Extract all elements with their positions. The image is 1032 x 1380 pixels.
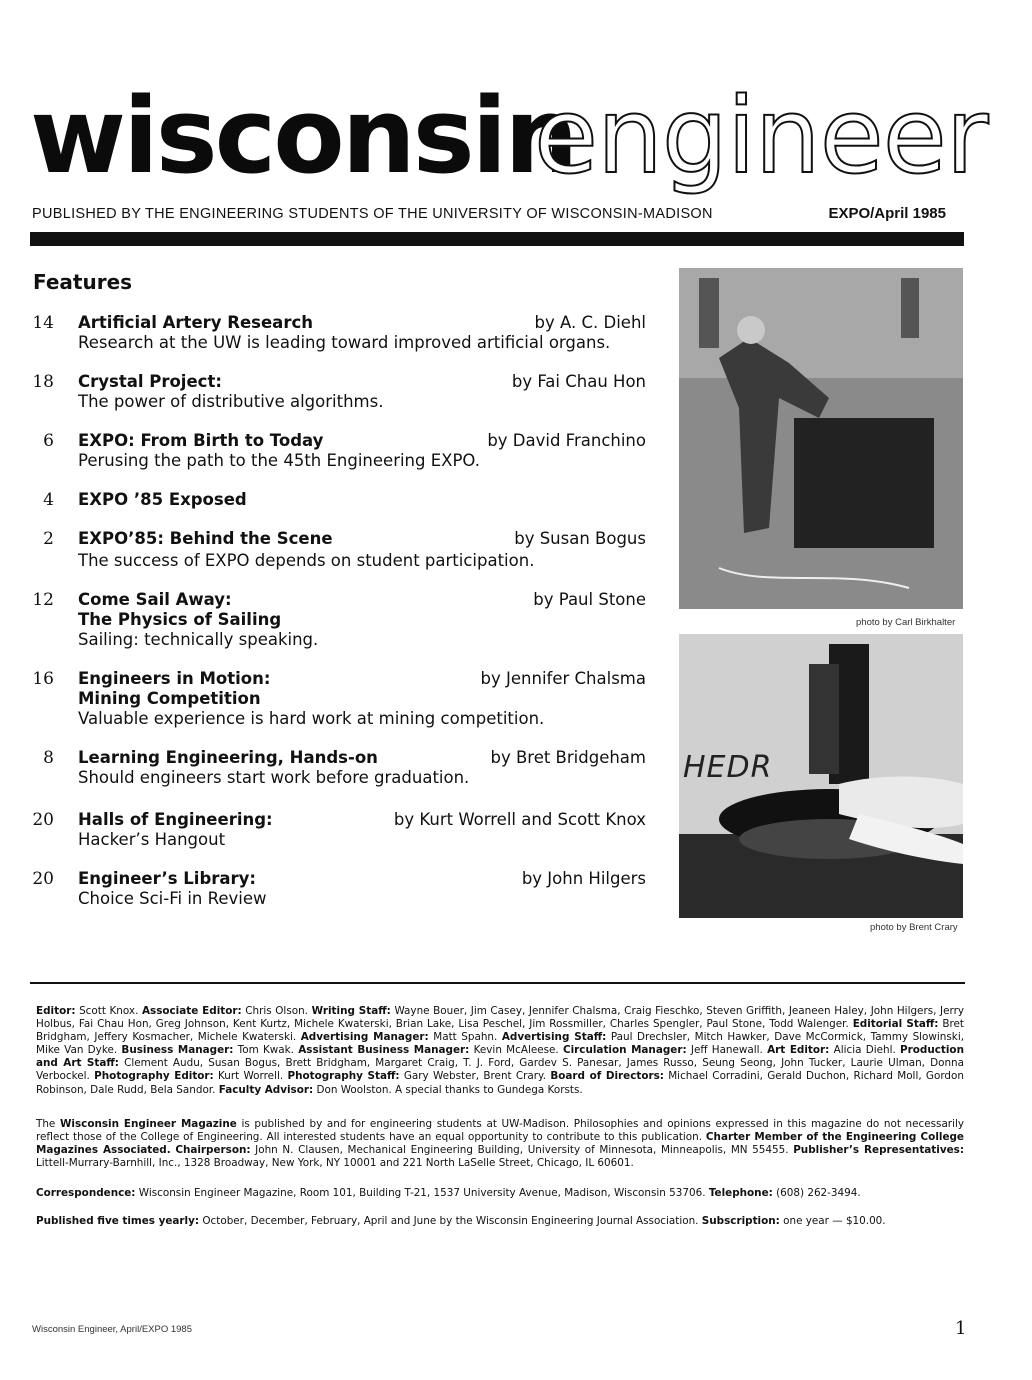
magazine-name: Wisconsin Engineer Magazine xyxy=(59,1118,237,1130)
masthead-word-engineer: engineer xyxy=(534,75,988,197)
feature-description: The power of distributive algorithms. xyxy=(78,392,384,411)
staff-role: Photography Staff: xyxy=(287,1070,400,1083)
feature-page-number: 18 xyxy=(32,372,54,392)
photo-credit: photo by Carl Birkhalter xyxy=(856,617,956,628)
feature-page-number: 2 xyxy=(43,529,54,549)
feature-author: by Paul Stone xyxy=(533,590,646,609)
subscription-price: one year — $10.00. xyxy=(783,1215,886,1227)
feature-title: EXPO ’85 Exposed xyxy=(78,490,247,509)
chairperson-text: John N. Clausen, Mechanical Engineering Building, University of Minnesota, Minneapolis, MN 55455. xyxy=(255,1144,789,1157)
representatives-label: Publisher’s Representatives: xyxy=(793,1144,964,1157)
staff-role: Advertising Staff: xyxy=(501,1031,607,1044)
features-heading: Features xyxy=(33,270,133,294)
feature-author: by Jennifer Chalsma xyxy=(480,669,646,688)
masthead-word-wisconsin: wisconsin xyxy=(30,75,576,197)
feature-author: by John Hilgers xyxy=(521,869,646,888)
charter-member: Charter Member of the Engineering College Magazines Associated. xyxy=(36,1131,964,1157)
feature-description: Perusing the path to the 45th Engineering EXPO. xyxy=(78,451,480,470)
photo-expo-student-art xyxy=(679,268,963,609)
staff-role: Editor: xyxy=(36,1005,76,1017)
masthead-logo xyxy=(30,75,988,197)
feature-author: by Kurt Worrell and Scott Knox xyxy=(393,810,646,829)
staff-names: Gary Webster, Brent Crary. xyxy=(403,1070,547,1083)
staff-role: Associate Editor: xyxy=(141,1005,242,1017)
about-paragraph xyxy=(36,1118,964,1170)
correspondence-address: Wisconsin Engineer Magazine, Room 101, Building T-21, 1537 University Avenue, Madison, Wisconsin 53706. xyxy=(138,1187,706,1199)
feature-author: by Bret Bridgeham xyxy=(490,748,646,767)
masthead-info-divider xyxy=(30,982,965,984)
chairperson-label: Chairperson: xyxy=(175,1144,251,1157)
feature-author: by A. C. Diehl xyxy=(534,313,646,332)
staff-names: Matt Spahn. xyxy=(433,1031,498,1044)
feature-page-number: 16 xyxy=(32,669,54,689)
photo-credit: photo by Brent Crary xyxy=(870,922,958,933)
staff-role: Board of Directors: xyxy=(550,1070,664,1083)
feature-page-number: 12 xyxy=(32,590,54,610)
staff-names: Michael Corradini, Gerald Duchon, Richard Moll, Gordon Robinson, Dale Rudd, Bela Sandor. xyxy=(36,1070,964,1096)
feature-page-number: 20 xyxy=(32,810,54,830)
feature-description: Should engineers start work before graduation. xyxy=(78,768,470,787)
feature-author: by David Franchino xyxy=(487,431,646,450)
feature-description: The success of EXPO depends on student participation. xyxy=(78,551,535,570)
feature-title: Engineers in Motion: xyxy=(78,669,271,688)
staff-names: Tom Kwak. xyxy=(237,1044,294,1057)
staff-role: Circulation Manager: xyxy=(563,1044,687,1057)
staff-names: Alicia Diehl. xyxy=(833,1044,896,1057)
staff-names: Clement Audu, Susan Bogus, Brett Bridgham, Margaret Craig, T. J. Ford, Gardev S. Panesar, James Russo, Seung Seong, John Tucker, Laurie Ulman, Donna Verbockel. xyxy=(36,1057,964,1083)
publisher-line: PUBLISHED BY THE ENGINEERING STUDENTS OF THE UNIVERSITY OF WISCONSIN-MADISON xyxy=(32,206,713,222)
staff-role: Business Manager: xyxy=(121,1044,234,1057)
about-text: is published by and for engineering students at UW-Madison. Philosophies and opinions expressed in this magazine do not necessarily reflect those of the College of Engineering. All interested students have an equal opportunity to contribute to this publication. xyxy=(36,1118,965,1144)
photo-expo-student xyxy=(679,268,963,609)
running-footer: Wisconsin Engineer, April/EXPO 1985 xyxy=(32,1324,193,1335)
feature-description: Valuable experience is hard work at mining competition. xyxy=(78,709,545,728)
feature-title: Learning Engineering, Hands-on xyxy=(78,748,378,767)
feature-description: Research at the UW is leading toward improved artificial organs. xyxy=(78,333,611,352)
feature-title: Halls of Engineering: xyxy=(78,810,273,829)
feature-title: Come Sail Away: xyxy=(78,590,232,609)
staff-names: Wayne Bouer, Jim Casey, Jennifer Chalsma, Craig Fieschko, Steven Griffith, Jeaneen Haley, John Hilgers, Jerry Holbus, Fai Chau Hon, Greg Johnson, Kent Kurtz, Michele Kwaterski, Brian Lake, Lisa Peschel, Jim Rossmiller, Charles Spengler, Paul Stone, Todd Walenger. xyxy=(36,1005,964,1031)
feature-title: Crystal Project: xyxy=(78,372,222,391)
photo-equipment xyxy=(679,634,963,918)
correspondence-line xyxy=(36,1187,964,1200)
staff-names: Kevin McAleese. xyxy=(473,1044,559,1057)
photo-equipment-label: HEDR xyxy=(683,750,773,785)
telephone-number: (608) 262-3494. xyxy=(776,1187,861,1199)
staff-role: Faculty Advisor: xyxy=(218,1083,314,1096)
representatives-text: Littell-Murrary-Barnhill, Inc., 1328 Broadway, New York, NY 10001 and 221 North LaSelle Street, Chicago, IL 60601. xyxy=(36,1157,634,1170)
feature-page-number: 4 xyxy=(43,490,54,510)
staff-names: Scott Knox. xyxy=(79,1005,139,1017)
staff-names: Don Woolston. A special thanks to Gundega Korsts. xyxy=(316,1083,583,1096)
published-text: October, December, February, April and June by the Wisconsin Engineering Journal Association. xyxy=(202,1215,699,1227)
issue-date: EXPO/April 1985 xyxy=(828,205,946,222)
staff-names: Chris Olson. xyxy=(245,1005,308,1017)
published-label: Published five times yearly: xyxy=(36,1215,200,1227)
feature-description: Sailing: technically speaking. xyxy=(78,630,319,649)
staff-role: Art Editor: xyxy=(767,1044,830,1057)
staff-role: Assistant Business Manager: xyxy=(298,1044,470,1057)
feature-page-number: 14 xyxy=(32,313,54,333)
staff-names: Bret Bridgham, Jeffery Kosmacher, Michele Kwaterski. xyxy=(36,1018,964,1044)
staff-role: Writing Staff: xyxy=(311,1005,391,1017)
feature-page-number: 6 xyxy=(43,431,54,451)
feature-title: Engineer’s Library: xyxy=(78,869,257,888)
staff-role: Advertising Manager: xyxy=(300,1031,429,1044)
feature-description: Choice Sci-Fi in Review xyxy=(78,889,267,908)
feature-subtitle: The Physics of Sailing xyxy=(78,610,282,629)
correspondence-label: Correspondence: xyxy=(36,1187,136,1199)
staff-names: Paul Drechsler, Mitch Hawker, Dave McCormick, Tammy Slowinski, Mike Van Dyke. xyxy=(36,1031,965,1057)
feature-author: by Susan Bogus xyxy=(514,529,646,548)
header-divider xyxy=(30,232,964,246)
staff-names: Jeff Hanewall. xyxy=(690,1044,763,1057)
staff-role: Photography Editor: xyxy=(94,1070,214,1083)
publication-schedule xyxy=(36,1215,964,1228)
feature-page-number: 8 xyxy=(43,748,54,768)
staff-listing xyxy=(36,1005,964,1097)
feature-page-number: 20 xyxy=(32,869,54,889)
staff-role: Production and Art Staff: xyxy=(36,1044,964,1070)
feature-title: Artificial Artery Research xyxy=(78,313,313,332)
feature-title: EXPO: From Birth to Today xyxy=(78,431,324,450)
page-number: 1 xyxy=(955,1318,967,1339)
subscription-label: Subscription: xyxy=(701,1215,780,1227)
feature-subtitle: Mining Competition xyxy=(78,689,261,708)
feature-author: by Fai Chau Hon xyxy=(511,372,646,391)
about-text: The xyxy=(36,1118,56,1130)
feature-title: EXPO’85: Behind the Scene xyxy=(78,529,333,548)
feature-description: Hacker’s Hangout xyxy=(78,830,226,849)
staff-names: Kurt Worrell. xyxy=(218,1070,284,1083)
staff-role: Editorial Staff: xyxy=(852,1018,939,1031)
telephone-label: Telephone: xyxy=(708,1187,773,1199)
